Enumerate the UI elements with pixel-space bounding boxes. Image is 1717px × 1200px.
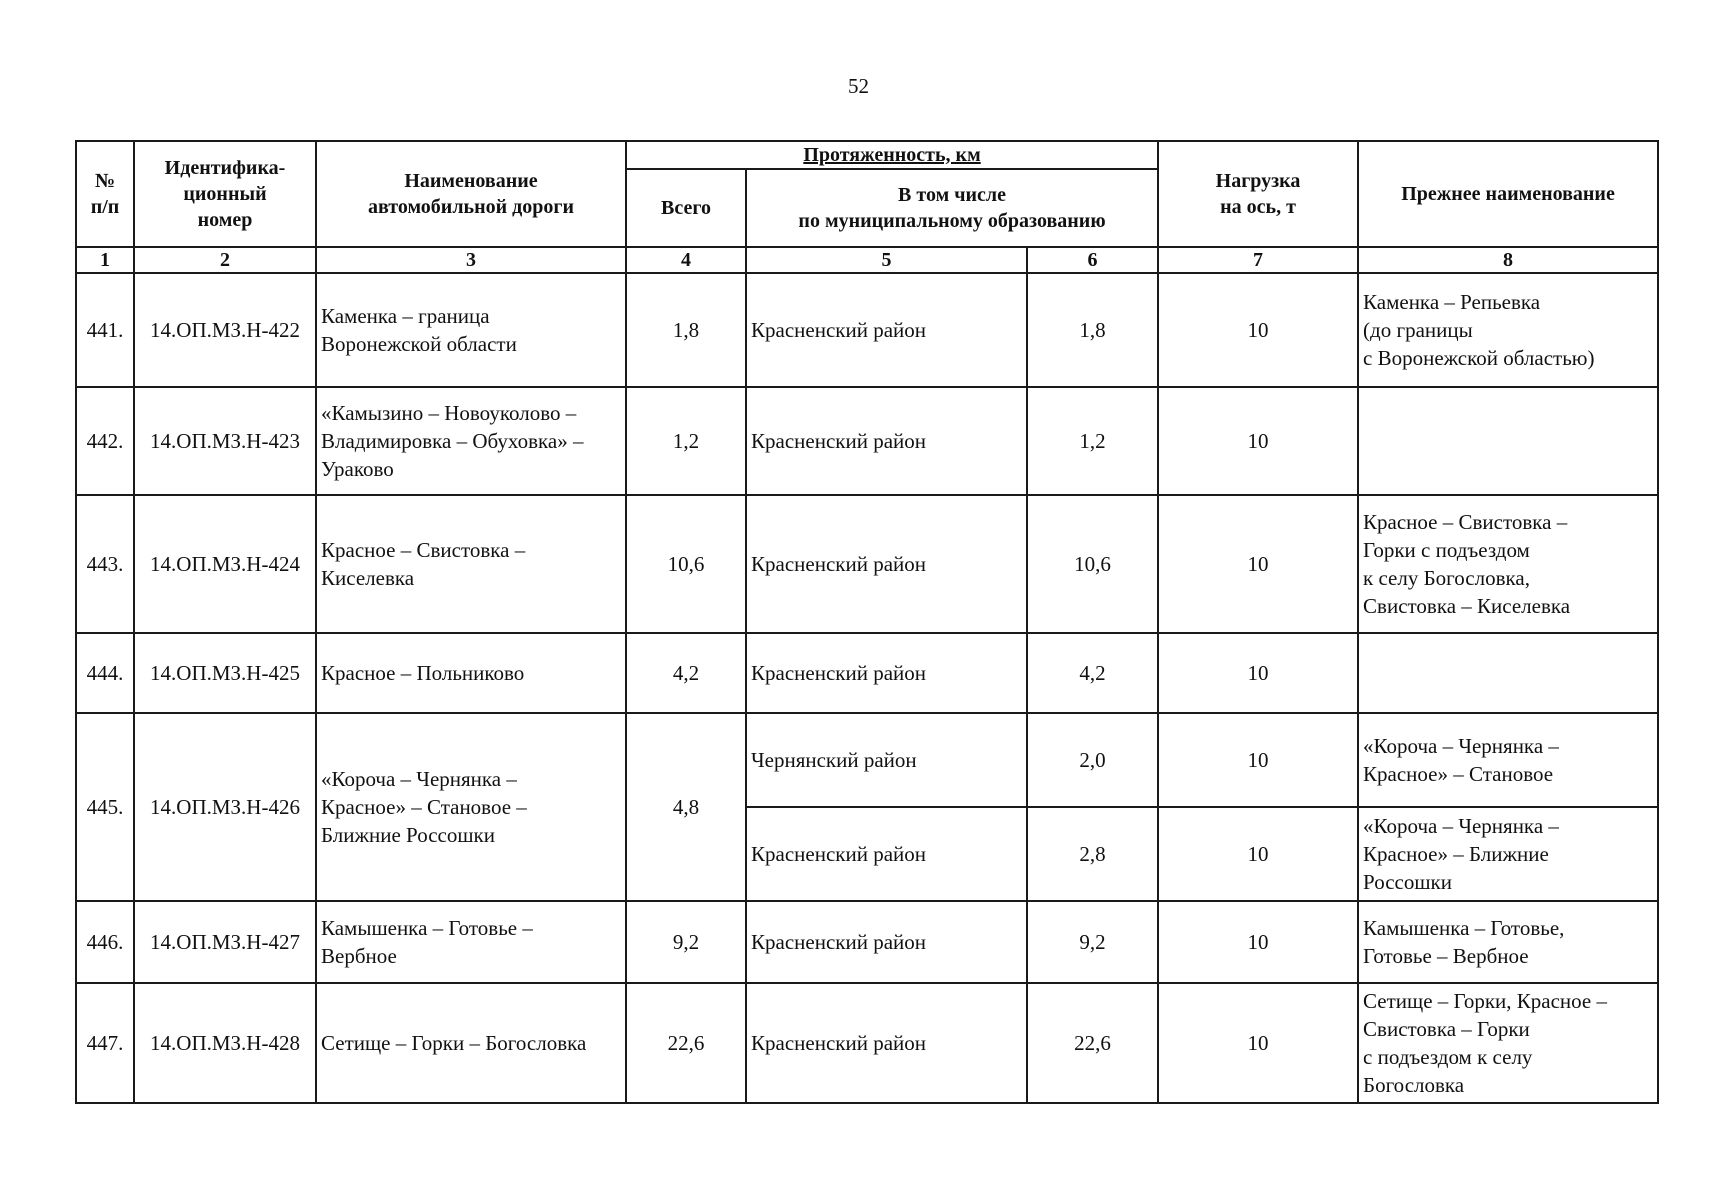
row-id: 14.ОП.МЗ.Н-427 — [134, 901, 316, 983]
header-axle-load: Нагрузка на ось, т — [1158, 141, 1358, 247]
row-axle-load: 10 — [1158, 273, 1358, 387]
row-district-length: 2,8 — [1027, 807, 1158, 901]
column-number-3: 3 — [316, 247, 626, 273]
row-axle-load: 10 — [1158, 807, 1358, 901]
row-former-name: Сетище – Горки, Красное – Свистовка – Горки с подъездом к селу Богословка — [1358, 983, 1658, 1103]
row-id: 14.ОП.МЗ.Н-425 — [134, 633, 316, 713]
row-axle-load: 10 — [1158, 633, 1358, 713]
table-row — [76, 901, 1658, 983]
roads-table — [75, 140, 1659, 1104]
row-id: 14.ОП.МЗ.Н-426 — [134, 713, 316, 901]
header-municipal: В том числе по муниципальному образованию — [746, 169, 1158, 247]
row-num: 443. — [76, 495, 134, 633]
row-district: Красненский район — [746, 387, 1027, 495]
column-number-1: 1 — [76, 247, 134, 273]
row-total-length: 4,2 — [626, 633, 746, 713]
row-num: 447. — [76, 983, 134, 1103]
row-id: 14.ОП.МЗ.Н-423 — [134, 387, 316, 495]
row-id: 14.ОП.МЗ.Н-422 — [134, 273, 316, 387]
row-road-name: «Короча – Чернянка – Красное» – Становое – Ближние Россошки — [316, 713, 626, 901]
row-axle-load: 10 — [1158, 983, 1358, 1103]
row-id: 14.ОП.МЗ.Н-428 — [134, 983, 316, 1103]
table-row — [76, 633, 1658, 713]
header-former-name: Прежнее наименование — [1358, 141, 1658, 247]
row-district-length: 10,6 — [1027, 495, 1158, 633]
column-number-8: 8 — [1358, 247, 1658, 273]
row-district-length: 2,0 — [1027, 713, 1158, 807]
column-number-6: 6 — [1027, 247, 1158, 273]
row-num: 446. — [76, 901, 134, 983]
row-district-length: 4,2 — [1027, 633, 1158, 713]
row-total-length: 10,6 — [626, 495, 746, 633]
column-number-5: 5 — [746, 247, 1027, 273]
table-row — [76, 273, 1658, 387]
row-total-length: 9,2 — [626, 901, 746, 983]
row-road-name: Каменка – граница Воронежской области — [316, 273, 626, 387]
row-district: Чернянский район — [746, 713, 1027, 807]
row-district-length: 1,2 — [1027, 387, 1158, 495]
row-former-name: Красное – Свистовка – Горки с подъездом к селу Богословка, Свистовка – Киселевка — [1358, 495, 1658, 633]
column-number-2: 2 — [134, 247, 316, 273]
row-district-length: 22,6 — [1027, 983, 1158, 1103]
row-district: Красненский район — [746, 983, 1027, 1103]
row-district: Красненский район — [746, 901, 1027, 983]
table-row — [76, 495, 1658, 633]
row-district: Красненский район — [746, 495, 1027, 633]
row-road-name: Красное – Польниково — [316, 633, 626, 713]
row-former-name — [1358, 633, 1658, 713]
row-num: 444. — [76, 633, 134, 713]
page-number: 52 — [848, 74, 869, 98]
table-row — [76, 983, 1658, 1103]
row-road-name: Камышенка – Готовье – Вербное — [316, 901, 626, 983]
header-length-group: Протяженность, км — [626, 141, 1158, 169]
row-axle-load: 10 — [1158, 387, 1358, 495]
header-total: Всего — [626, 169, 746, 247]
row-total-length: 1,2 — [626, 387, 746, 495]
table-row — [76, 387, 1658, 495]
row-former-name: Камышенка – Готовье, Готовье – Вербное — [1358, 901, 1658, 983]
row-district: Красненский район — [746, 807, 1027, 901]
row-former-name: «Короча – Чернянка – Красное» – Ближние Россошки — [1358, 807, 1658, 901]
row-former-name: Каменка – Репьевка (до границы с Воронежской областью) — [1358, 273, 1658, 387]
row-num: 441. — [76, 273, 134, 387]
row-district-length: 9,2 — [1027, 901, 1158, 983]
row-id: 14.ОП.МЗ.Н-424 — [134, 495, 316, 633]
row-road-name: «Камызино – Новоуколово – Владимировка – Обуховка» – Ураково — [316, 387, 626, 495]
row-num: 442. — [76, 387, 134, 495]
column-number-7: 7 — [1158, 247, 1358, 273]
row-axle-load: 10 — [1158, 495, 1358, 633]
header-id: Идентифика- ционный номер — [134, 141, 316, 247]
row-former-name — [1358, 387, 1658, 495]
row-road-name: Красное – Свистовка – Киселевка — [316, 495, 626, 633]
row-former-name: «Короча – Чернянка – Красное» – Становое — [1358, 713, 1658, 807]
table-row — [76, 713, 1658, 807]
column-number-4: 4 — [626, 247, 746, 273]
row-district: Красненский район — [746, 273, 1027, 387]
row-axle-load: 10 — [1158, 713, 1358, 807]
row-axle-load: 10 — [1158, 901, 1358, 983]
row-total-length: 22,6 — [626, 983, 746, 1103]
row-total-length: 4,8 — [626, 713, 746, 901]
header-road-name: Наименование автомобильной дороги — [316, 141, 626, 247]
row-total-length: 1,8 — [626, 273, 746, 387]
row-num: 445. — [76, 713, 134, 901]
row-district: Красненский район — [746, 633, 1027, 713]
row-road-name: Сетище – Горки – Богословка — [316, 983, 626, 1103]
row-district-length: 1,8 — [1027, 273, 1158, 387]
header-num: № п/п — [76, 141, 134, 247]
